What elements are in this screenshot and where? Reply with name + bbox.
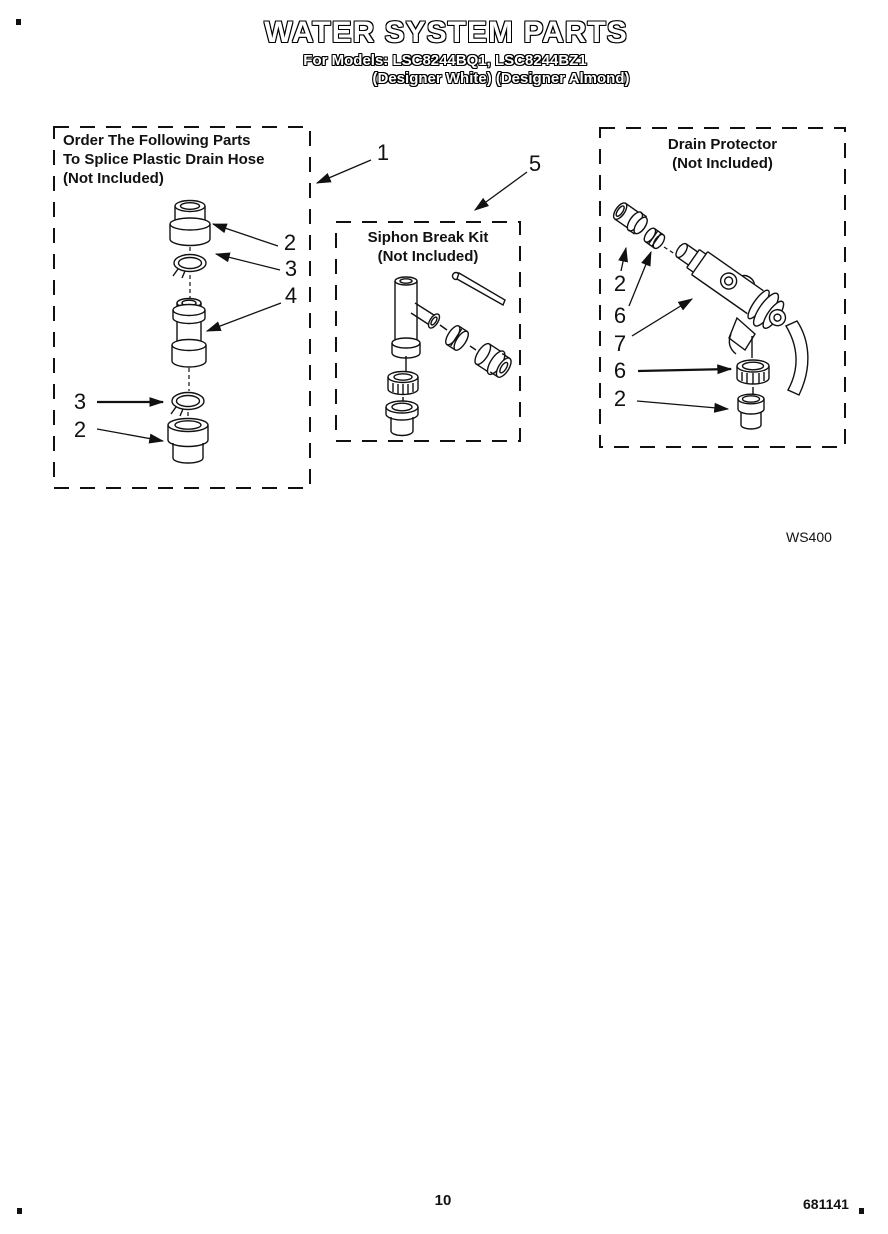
diagram-code: WS400 — [786, 529, 832, 545]
drain-coupling-bottom — [738, 394, 764, 429]
callout-drain-clamp: 6 — [613, 358, 627, 383]
siphon-cup — [386, 401, 418, 436]
centerline — [470, 346, 476, 350]
siphon-box-header-line1: Siphon Break Kit — [367, 229, 489, 246]
splice-coupling-bottom — [168, 419, 208, 464]
siphon-standpipe — [392, 277, 442, 358]
splice-coupling-top — [170, 201, 210, 246]
colors-subtitle: (Designer White) (Designer Almond) — [372, 70, 630, 87]
page-title: WATER SYSTEM PARTS — [264, 16, 628, 49]
callout-splice-coupling-top: 2 — [283, 230, 297, 255]
splice-coupler — [172, 299, 206, 368]
arrow-drain-2-top — [621, 248, 626, 271]
drain-box-header-line1: Drain Protector — [667, 136, 778, 153]
arrow-callout-5 — [475, 172, 527, 210]
drain-clamp — [737, 360, 769, 384]
splice-box-header — [63, 131, 305, 188]
callout-drain-valve: 7 — [613, 331, 627, 356]
siphon-hose-connector — [471, 340, 515, 382]
splice-box-header-line3: (Not Included) — [63, 170, 164, 187]
callout-splice-clamp-bottom: 3 — [73, 389, 87, 414]
siphon-rod — [453, 273, 506, 306]
arrow-callout-1 — [317, 160, 371, 183]
callout-splice-clamp-top: 3 — [284, 256, 298, 281]
drain-box-header — [600, 135, 845, 173]
drain-box-header-line2: (Not Included) — [672, 155, 773, 172]
arrow-splice-2-bottom — [97, 429, 163, 441]
drain-valve-body — [667, 232, 795, 338]
callout-drain-coupling-top: 2 — [613, 271, 627, 296]
callout-siphon-break-kit: 5 — [528, 151, 542, 176]
siphon-box-header-line2: (Not Included) — [377, 248, 479, 265]
drain-coupling-top — [610, 200, 650, 238]
callout-splice-coupling-bottom: 2 — [73, 417, 87, 442]
arrow-drain-6-bottom — [638, 369, 731, 371]
siphon-ring-nut — [388, 372, 418, 396]
arrow-splice-2-top — [213, 224, 278, 246]
callout-drain-coupling-bottom: 2 — [613, 386, 627, 411]
callout-drain-nut: 6 — [613, 303, 627, 328]
arrow-drain-2-bottom — [637, 401, 728, 409]
centerline — [440, 325, 447, 330]
arrow-splice-3-top — [216, 254, 280, 270]
drain-nut — [642, 226, 667, 250]
doc-number: 681141 — [803, 1196, 849, 1212]
callout-splice-coupler: 4 — [284, 283, 298, 308]
drain-valve-handle — [786, 321, 808, 395]
siphon-clamp — [443, 324, 471, 353]
page-number: 10 — [434, 1192, 452, 1209]
models-subtitle: For Models: LSC8244BQ1, LSC8244BZ1 — [303, 52, 587, 69]
arrow-drain-6-top — [629, 252, 651, 306]
splice-box-header-line1: Order The Following Parts — [63, 132, 251, 149]
siphon-box-header — [336, 228, 520, 266]
arrow-drain-7 — [632, 299, 692, 336]
splice-box-header-line2: To Splice Plastic Drain Hose — [63, 151, 265, 168]
print-artifact-marks — [16, 19, 864, 1214]
arrow-splice-4 — [207, 303, 281, 331]
drain-valve-bracket — [729, 318, 755, 354]
splice-clamp-top — [173, 255, 206, 279]
callout-drain-hose: 1 — [376, 140, 390, 165]
